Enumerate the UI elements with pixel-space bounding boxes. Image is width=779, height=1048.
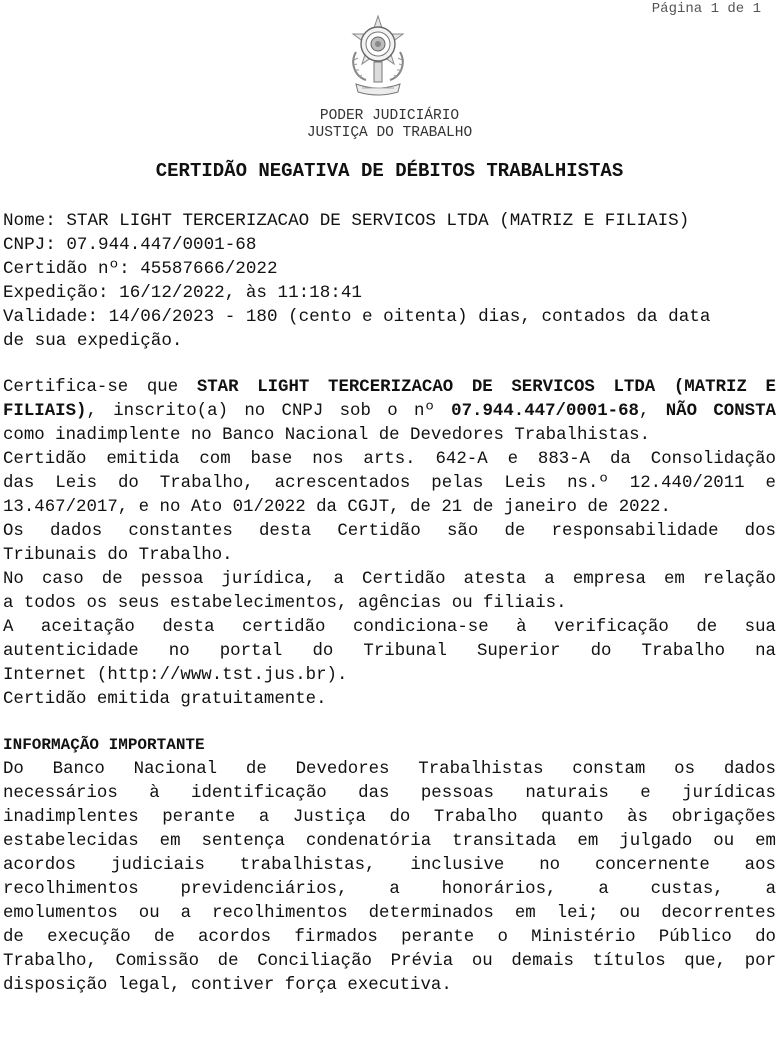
info-validade: Validade: 14/06/2023 - 180 (cento e oitenta) dias, contados da data bbox=[3, 307, 711, 327]
important-line: estabelecidas em sentença condenatória transitada em julgado ou em bbox=[3, 832, 776, 851]
info-cnpj: CNPJ: 07.944.447/0001-68 bbox=[3, 235, 257, 255]
certifica-line: Tribunais do Trabalho. bbox=[3, 546, 233, 565]
important-line: recolhimentos previdenciários, a honorários, a custas, a bbox=[3, 880, 776, 899]
certificate-title: CERTIDÃO NEGATIVA DE DÉBITOS TRABALHISTAS bbox=[155, 160, 624, 182]
header-poder-judiciario: PODER JUDICIÁRIO bbox=[319, 108, 460, 124]
important-line: acordos judiciais trabalhistas, inclusive no concernente aos bbox=[3, 856, 776, 875]
certifica-line: autenticidade no portal do Tribunal Superior do Trabalho na bbox=[3, 642, 776, 661]
important-line: de execução de acordos firmados perante o Ministério Público do bbox=[3, 928, 776, 947]
certifica-line: FILIAIS), inscrito(a) no CNPJ sob o nº 07.944.447/0001-68, NÃO CONSTA bbox=[3, 402, 776, 421]
certifica-line: Certidão emitida gratuitamente. bbox=[3, 690, 327, 709]
certifica-line: No caso de pessoa jurídica, a Certidão atesta a empresa em relação bbox=[3, 570, 776, 589]
coat-of-arms-emblem bbox=[344, 14, 412, 102]
certifica-line: Os dados constantes desta Certidão são de responsabilidade dos bbox=[3, 522, 776, 541]
info-expedicao: Expedição: 16/12/2022, às 11:18:41 bbox=[3, 283, 362, 303]
info-validade-cont: de sua expedição. bbox=[3, 331, 183, 351]
header-justica-do-trabalho: JUSTIÇA DO TRABALHO bbox=[306, 125, 473, 141]
certifica-line: a todos os seus estabelecimentos, agências ou filiais. bbox=[3, 594, 567, 613]
certifica-line: Certidão emitida com base nos arts. 642-A e 883-A da Consolidação bbox=[3, 450, 776, 469]
certifica-line: como inadimplente no Banco Nacional de Devedores Trabalhistas. bbox=[3, 426, 651, 445]
certifica-paragraph bbox=[3, 376, 776, 712]
certifica-line: A aceitação desta certidão condiciona-se à verificação de sua bbox=[3, 618, 776, 637]
certifica-line: Internet (http://www.tst.jus.br). bbox=[3, 666, 348, 685]
info-nome: Nome: STAR LIGHT TERCERIZACAO DE SERVICOS LTDA (MATRIZ E FILIAIS) bbox=[3, 211, 690, 231]
important-line: inadimplentes perante a Justiça do Trabalho quanto às obrigações bbox=[3, 808, 776, 827]
important-line: emolumentos ou a recolhimentos determinados em lei; ou decorrentes bbox=[3, 904, 776, 923]
important-info-heading: INFORMAÇÃO IMPORTANTE bbox=[3, 736, 205, 754]
info-certidao: Certidão nº: 45587666/2022 bbox=[3, 259, 278, 279]
certifica-line: das Leis do Trabalho, acrescentados pelas Leis ns.º 12.440/2011 e bbox=[3, 474, 776, 493]
important-info-paragraph bbox=[3, 758, 776, 998]
important-line: Do Banco Nacional de Devedores Trabalhistas constam os dados bbox=[3, 760, 776, 779]
page-indicator: Página 1 de 1 bbox=[651, 1, 761, 17]
important-line: necessários à identificação das pessoas naturais e jurídicas bbox=[3, 784, 776, 803]
important-line: disposição legal, contiver força executiva. bbox=[3, 976, 452, 995]
certifica-line: Certifica-se que STAR LIGHT TERCERIZACAO DE SERVICOS LTDA (MATRIZ E bbox=[3, 378, 776, 397]
important-line: Trabalho, Comissão de Conciliação Prévia ou demais títulos que, por bbox=[3, 952, 776, 971]
certifica-line: 13.467/2017, e no Ato 01/2022 da CGJT, de 21 de janeiro de 2022. bbox=[3, 498, 671, 517]
